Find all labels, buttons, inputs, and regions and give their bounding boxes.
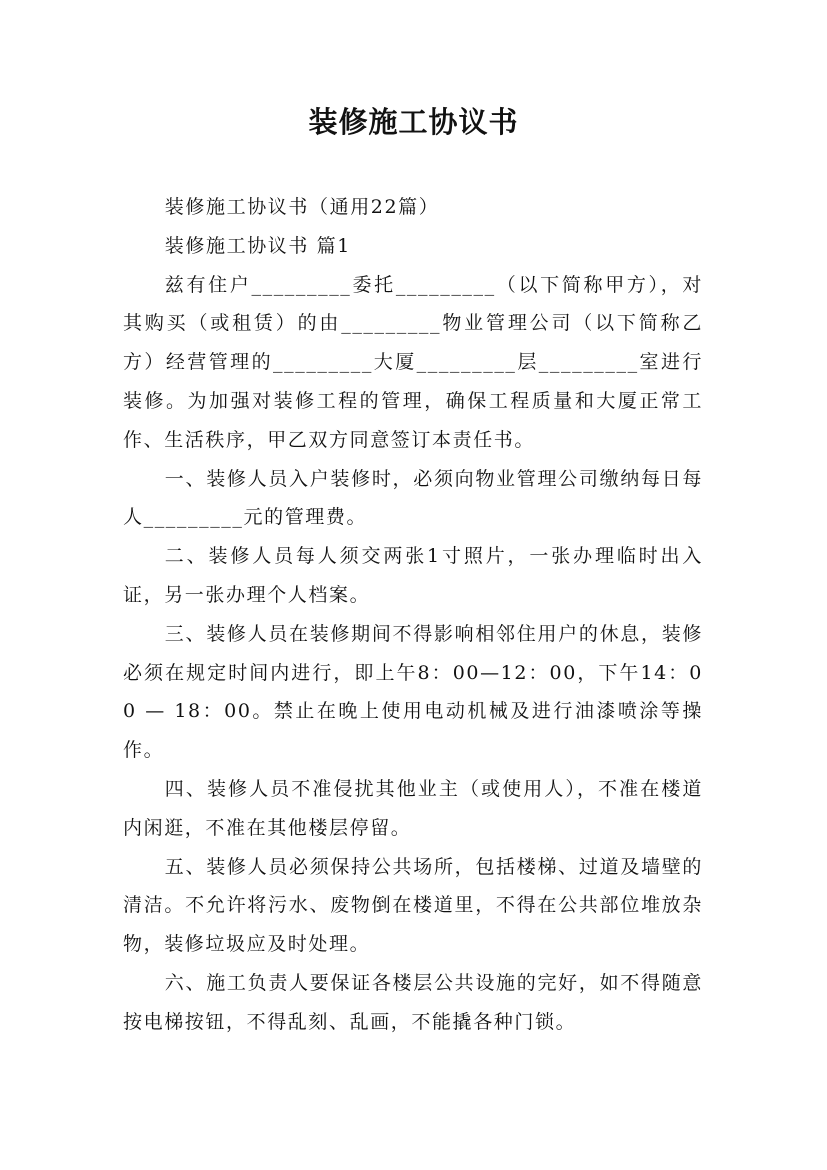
paragraph-clause-1: 一、装修人员入户装修时，必须向物业管理公司缴纳每日每人_________元的管理费。 [123,467,703,529]
paragraph-intro: 兹有住户_________委托_________（以下简称甲方），对其购买（或租赁）的由_________物业管理公司（以下简称乙方）经营管理的_________大厦_________层_________室进行装修。为加强对装修工程的管理，确保工程质量和大厦正常工作、生活秩序，甲乙双方同意签订本责任书。 [123,273,703,451]
paragraph-clause-3: 三、装修人员在装修期间不得影响相邻住用户的休息，装修必须在规定时间内进行，即上午8：00—12：00，下午14：00 — 18：00。禁止在晚上使用电动机械及进行油漆喷涂等操作。 [123,622,703,762]
document-title: 装修施工协议书 [308,105,519,139]
paragraph-clause-5: 五、装修人员必须保持公共场所，包括楼梯、过道及墙壁的清洁。不允许将污水、废物倒在楼道里，不得在公共部位堆放杂物，装修垃圾应及时处理。 [123,855,703,956]
paragraph-clause-2: 二、装修人员每人须交两张1寸照片，一张办理临时出入证，另一张办理个人档案。 [123,545,703,606]
paragraph-clause-6: 六、施工负责人要保证各楼层公共设施的完好，如不得随意按电梯按钮，不得乱刻、乱画，不能撬各种门锁。 [123,971,703,1033]
paragraph-clause-4: 四、装修人员不准侵扰其他业主（或使用人），不准在楼道内闲逛，不准在其他楼层停留。 [123,777,703,839]
paragraph-section-heading: 装修施工协议书 篇1 [164,234,351,257]
document-body [123,188,703,1042]
paragraph-subtitle: 装修施工协议书（通用22篇） [164,196,440,218]
